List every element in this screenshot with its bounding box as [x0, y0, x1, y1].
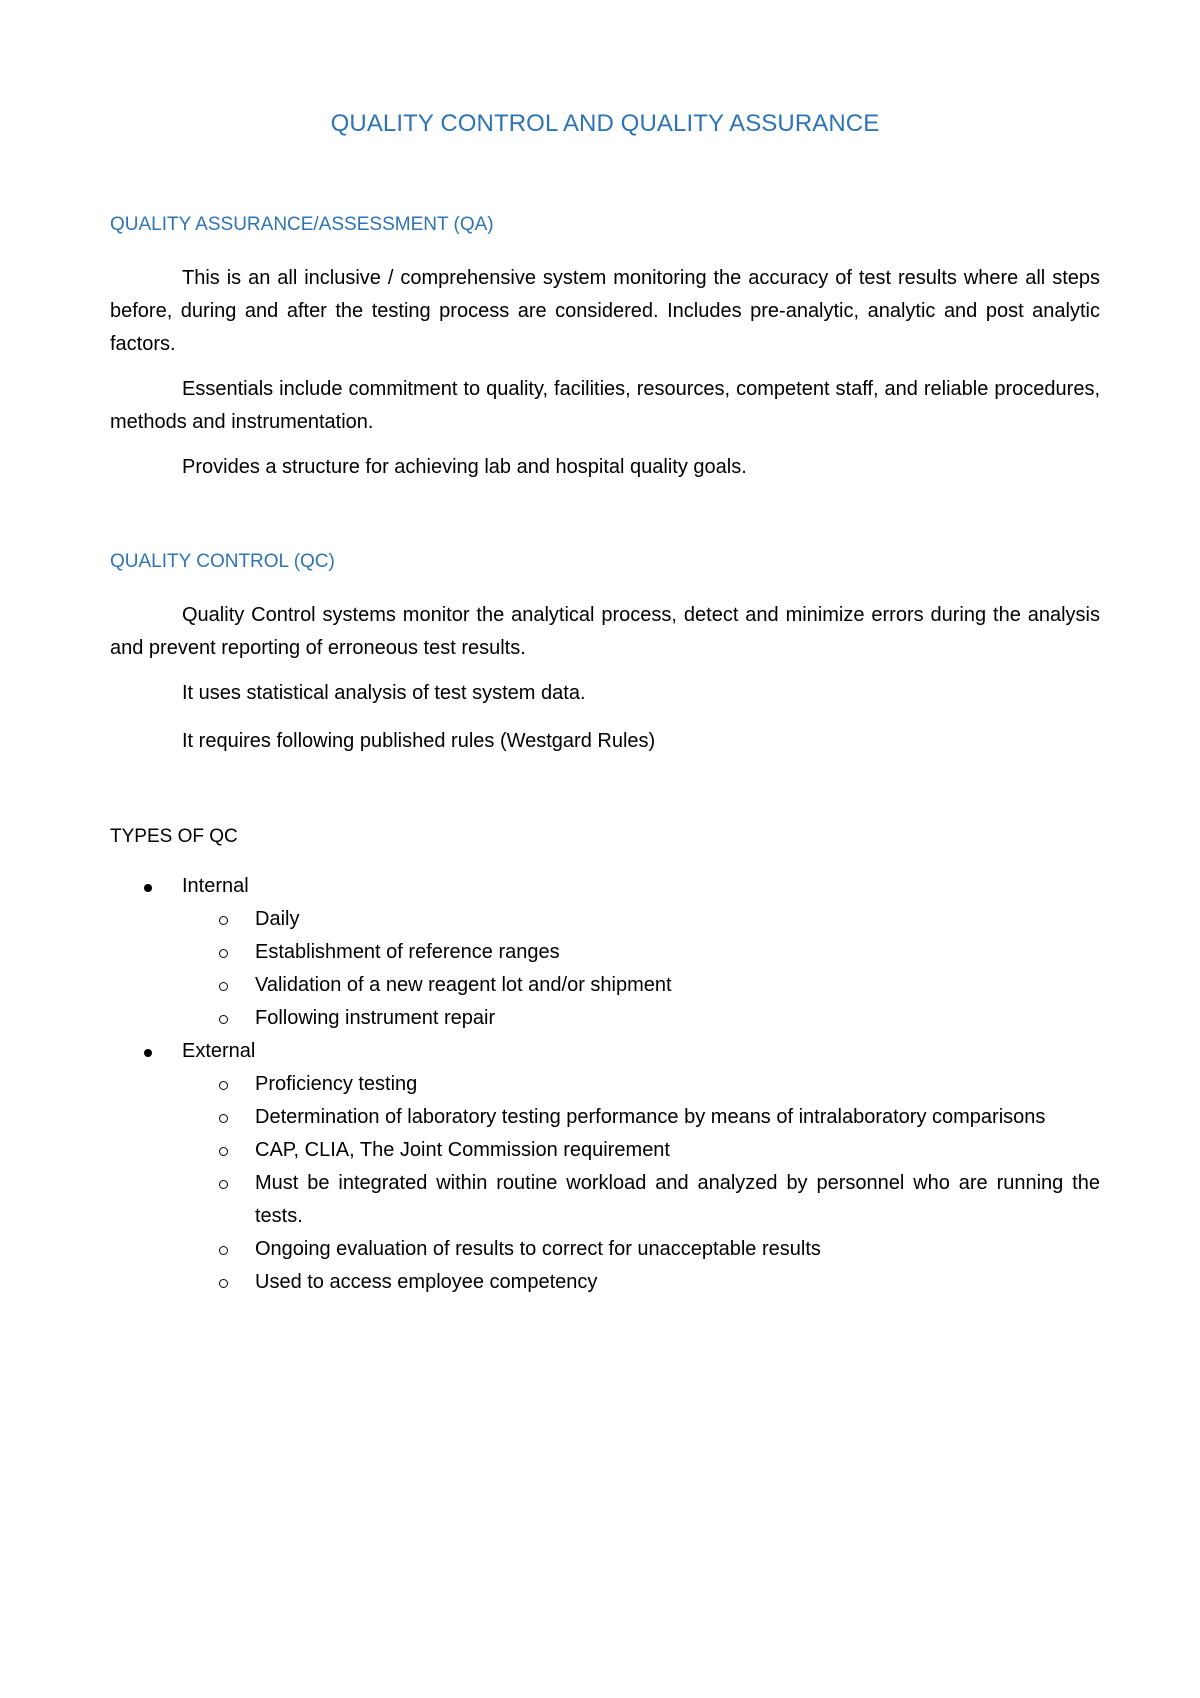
- circle-bullet-icon: [219, 949, 228, 958]
- circle-bullet-icon: [219, 1279, 228, 1288]
- circle-bullet-icon: [219, 1114, 228, 1123]
- types-heading: TYPES OF QC: [110, 826, 238, 847]
- qc-heading: QUALITY CONTROL (QC): [110, 551, 335, 572]
- qa-heading: QUALITY ASSURANCE/ASSESSMENT (QA): [110, 214, 494, 235]
- sublist-item: Proficiency testing: [110, 1068, 1100, 1101]
- sublist-item: Must be integrated within routine workload and analyzed by personnel who are running the tests.: [110, 1167, 1100, 1233]
- sublist-item: Used to access employee competency: [110, 1266, 1100, 1299]
- sublist-item: Establishment of reference ranges: [110, 936, 1100, 969]
- circle-bullet-icon: [219, 982, 228, 991]
- document-title: QUALITY CONTROL AND QUALITY ASSURANCE: [330, 110, 880, 137]
- internal-sublist: [182, 903, 1100, 1035]
- qc-paragraph-1: Quality Control systems monitor the analytical process, detect and minimize errors during the analysis and prevent reporting of erroneous test results.: [110, 604, 1100, 659]
- qc-paragraph-3: It requires following published rules (Westgard Rules): [182, 730, 656, 752]
- list-item-label: Internal: [182, 875, 249, 897]
- qc-types-list: [110, 870, 1100, 1299]
- list-item-label: External: [182, 1040, 256, 1062]
- external-sublist: [182, 1068, 1100, 1299]
- sublist-item: Ongoing evaluation of results to correct for unacceptable results: [110, 1233, 1100, 1266]
- circle-bullet-icon: [219, 1147, 228, 1156]
- circle-bullet-icon: [219, 1246, 228, 1255]
- qa-paragraph-1: This is an all inclusive / comprehensive system monitoring the accuracy of test results where all steps before, during and after the testing process are considered. Includes pre-analytic, analytic and post analytic factors.: [110, 267, 1100, 355]
- list-item-external: [110, 1035, 1100, 1299]
- bullet-icon: [144, 884, 152, 892]
- circle-bullet-icon: [219, 916, 228, 925]
- bullet-icon: [144, 1049, 152, 1057]
- sublist-item: Following instrument repair: [110, 1002, 1100, 1035]
- sublist-item: Determination of laboratory testing performance by means of intralaboratory comparisons: [110, 1101, 1100, 1134]
- qc-paragraph-2: It uses statistical analysis of test system data.: [182, 682, 586, 704]
- sublist-item: Daily: [110, 903, 1100, 936]
- sublist-item: CAP, CLIA, The Joint Commission requirement: [110, 1134, 1100, 1167]
- circle-bullet-icon: [219, 1180, 228, 1189]
- circle-bullet-icon: [219, 1081, 228, 1090]
- qa-paragraph-3: Provides a structure for achieving lab and hospital quality goals.: [182, 456, 747, 478]
- circle-bullet-icon: [219, 1015, 228, 1024]
- qa-paragraph-2: Essentials include commitment to quality, facilities, resources, competent staff, and reliable procedures, methods and instrumentation.: [110, 378, 1100, 433]
- list-item-internal: [110, 870, 1100, 1035]
- sublist-item: Validation of a new reagent lot and/or shipment: [110, 969, 1100, 1002]
